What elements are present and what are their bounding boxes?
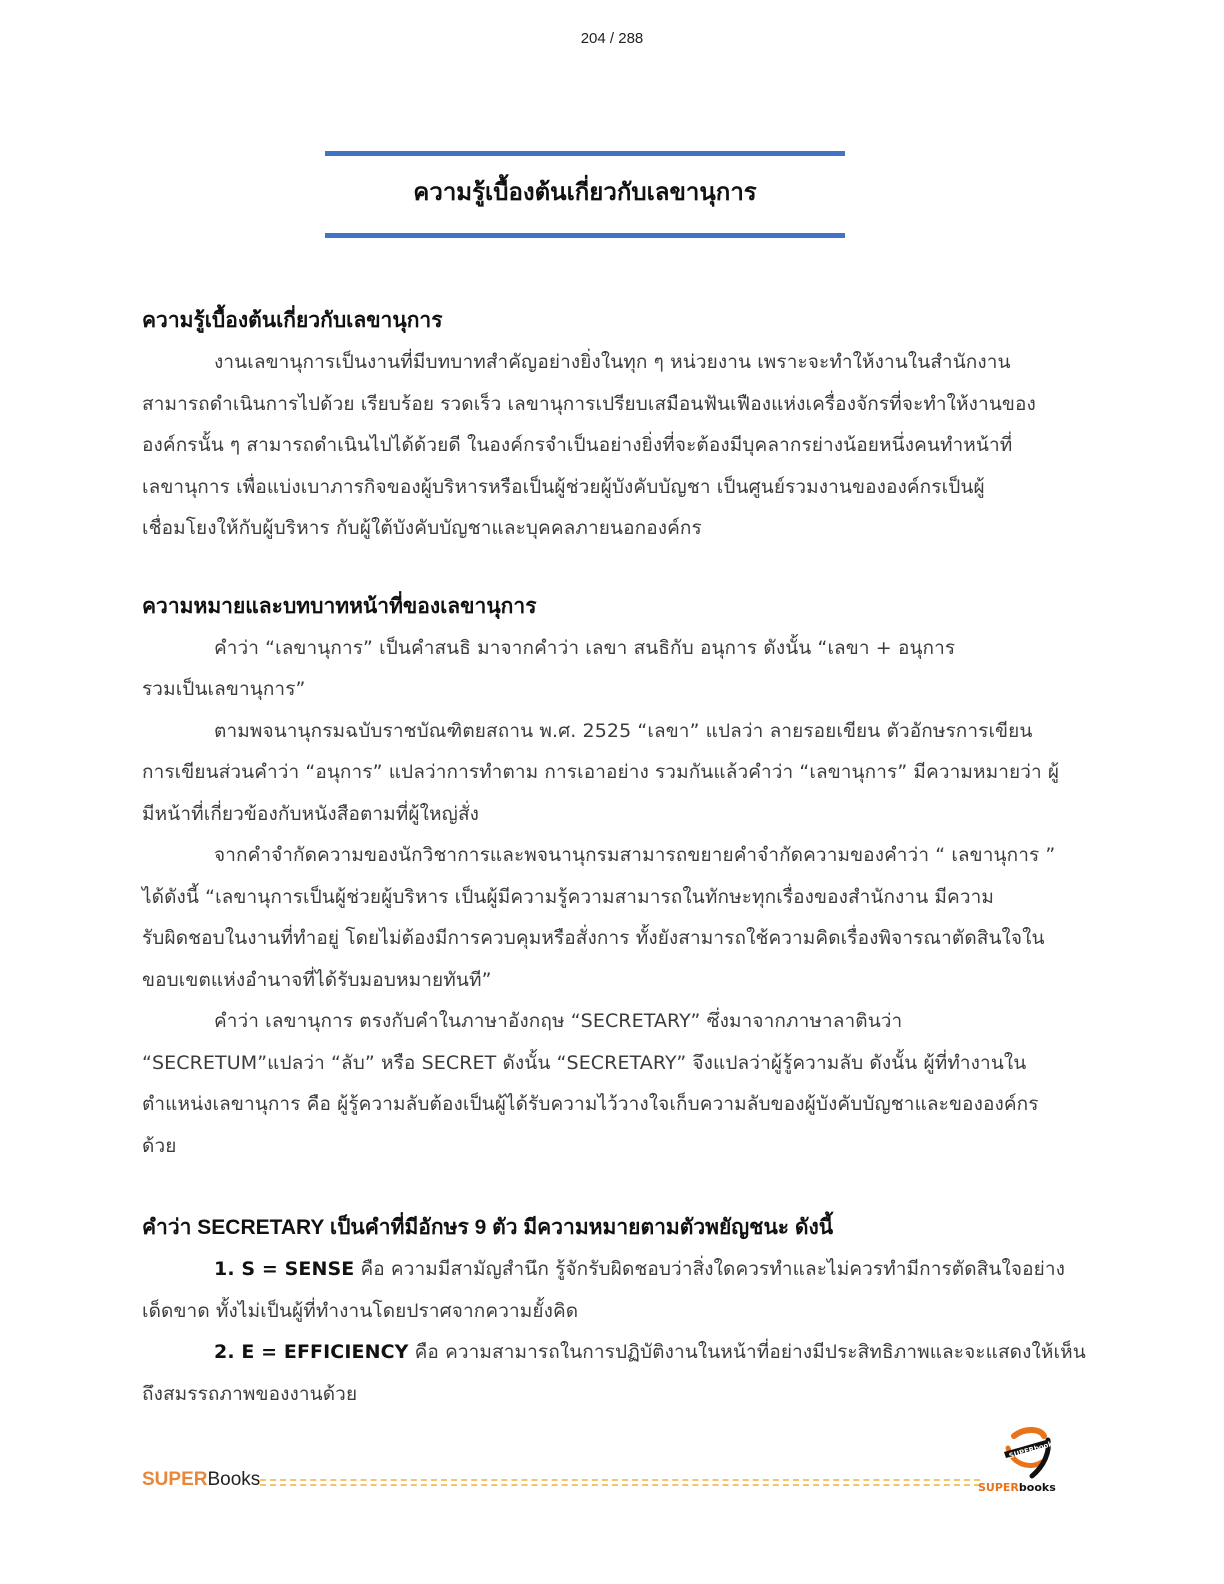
text-line: ตามพจนานุกรมฉบับราชบัณฑิตยสถาน พ.ศ. 2525 “เลขา” แปลว่า ลายรอยเขียน ตัวอักษรการเขียน xyxy=(214,719,1033,742)
paragraph xyxy=(142,342,1077,550)
page-footer xyxy=(142,1438,1062,1496)
list-item xyxy=(142,1332,1086,1415)
superbooks-swoosh-icon xyxy=(978,1422,1062,1482)
page-number: 204 / 288 xyxy=(580,30,644,47)
footer-dashed-rule xyxy=(260,1479,980,1481)
brand-books-text: Books xyxy=(207,1469,261,1490)
text-line: การเขียนส่วนคำว่า “อนุการ” แปลว่าการทำตาม การเอาอย่าง รวมกันแล้วคำว่า “เลขานุการ” มีความหมายว่า ผู้ xyxy=(142,761,1060,783)
spacer xyxy=(142,550,1077,586)
chapter-title: ความรู้เบื้องต้นเกี่ยวกับเลขานุการ xyxy=(413,179,757,206)
brand-super-text: SUPER xyxy=(142,1469,208,1490)
text-line: รวมเป็นเลขานุการ” xyxy=(142,678,306,700)
text-line: มีหน้าที่เกี่ยวข้องกับหนังสือตามที่ผู้ใหญ่สั่ง xyxy=(142,802,480,825)
text-line: เชื่อมโยงให้กับผู้บริหาร กับผู้ใต้บังคับบัญชาและบุคคลภายนอกองค์กร xyxy=(142,517,702,539)
text-line: งานเลขานุการเป็นงานที่มีบทบาทสำคัญอย่างยิ่งในทุก ๆ หน่วยงาน เพราะจะทำให้งานในสำนักงาน xyxy=(214,351,1011,373)
text-line: ขอบเขตแห่งอำนาจที่ได้รับมอบหมายทันที” xyxy=(142,968,492,991)
paragraph xyxy=(142,711,1077,836)
chapter-title-rule-bottom xyxy=(325,233,845,238)
spacer xyxy=(142,1167,1077,1207)
section-heading-secretary-letters: คำว่า SECRETARY เป็นคำที่มีอักษร 9 ตัว มีความหมายตามตัวพยัญชนะ ดังนี้ xyxy=(142,1216,834,1239)
text-line: จากคำจำกัดความของนักวิชาการและพจนานุกรมสามารถขยายคำจำกัดความของคำว่า “ เลขานุการ ” xyxy=(214,844,1056,866)
item-label: 1. S = SENSE xyxy=(214,1258,355,1280)
list-item xyxy=(142,1249,1077,1332)
item-text: คือ ความมีสามัญสำนึก รู้จักรับผิดชอบว่าสิ่งใดควรทำและไม่ควรทำมีการตัดสินใจอย่าง xyxy=(354,1258,1065,1280)
text-line: รับผิดชอบในงานที่ทำอยู่ โดยไม่ต้องมีการควบคุมหรือสั่งการ ทั้งยังสามารถใช้ความคิดเรื่องพิจารณาตัดสินใจใน xyxy=(142,927,1045,949)
text-line: ด้วย xyxy=(142,1134,177,1157)
text-line: คำว่า “เลขานุการ” เป็นคำสนธิ มาจากคำว่า เลขา สนธิกับ อนุการ ดังนั้น “เลขา + อนุการ xyxy=(214,636,956,659)
chapter-title-rule-top xyxy=(325,151,845,156)
text-line xyxy=(142,1249,1077,1291)
text-line: ถึงสมรรถภาพของงานด้วย xyxy=(142,1382,358,1405)
text-line: ตำแหน่งเลขานุการ คือ ผู้รู้ความลับต้องเป็นผู้ได้รับความไว้วางใจเก็บความลับของผู้บังคับบัญชาและขององค์กร xyxy=(142,1093,1039,1115)
text-line: สามารถดำเนินการไปด้วย เรียบร้อย รวดเร็ว เลขานุการเปรียบเสมือนฟันเฟืองแห่งเครื่องจักรที่จะทำให้งานของ xyxy=(142,392,1036,415)
paragraph xyxy=(142,628,1077,711)
superbooks-logo xyxy=(978,1422,1062,1494)
paragraph xyxy=(142,1001,1077,1167)
section-heading-intro: ความรู้เบื้องต้นเกี่ยวกับเลขานุการ xyxy=(142,309,443,332)
logo-super-text: SUPER xyxy=(978,1481,1019,1494)
footer-brand xyxy=(142,1466,260,1494)
text-line: “SECRETUM”แปลว่า “ลับ” หรือ SECRET ดังนั้น “SECRETARY” จึงแปลว่าผู้รู้ความลับ ดังนั้น ผู้ที่ทำงานใน xyxy=(142,1051,1027,1074)
text-line: องค์กรนั้น ๆ สามารถดำเนินไปได้ด้วยดี ในองค์กรจำเป็นอย่างยิ่งที่จะต้องมีบุคลากรย่างน้อยหนึ่งคนทำหน้าที่ xyxy=(142,434,1013,456)
logo-wordmark xyxy=(978,1482,1056,1494)
paragraph xyxy=(142,835,1077,1001)
document-body xyxy=(142,300,1086,1415)
svg-text:SUPERbooks: SUPERbooks xyxy=(1008,1438,1058,1461)
item-label: 2. E = EFFICIENCY xyxy=(214,1341,409,1363)
section-heading-meaning: ความหมายและบทบาทหน้าที่ของเลขานุการ xyxy=(142,594,537,618)
text-line xyxy=(142,1332,1086,1374)
text-line: คำว่า เลขานุการ ตรงกับคำในภาษาอังกฤษ “SECRETARY” ซึ่งมาจากภาษาลาตินว่า xyxy=(214,1010,903,1032)
text-line: ได้ดังนี้ “เลขานุการเป็นผู้ช่วยผู้บริหาร เป็นผู้มีความรู้ความสามารถในทักษะทุกเรื่องของสำนักงาน มีความ xyxy=(142,885,995,908)
text-line: เลขานุการ เพื่อแบ่งเบาภารกิจของผู้บริหารหรือเป็นผู้ช่วยผู้บังคับบัญชา เป็นศูนย์รวมงานขององค์กรเป็นผู้ xyxy=(142,475,985,498)
item-text: คือ ความสามารถในการปฏิบัติงานในหน้าที่อย่างมีประสิทธิภาพและจะแสดงให้เห็น xyxy=(408,1341,1086,1363)
text-line: เด็ดขาด ทั้งไม่เป็นผู้ที่ทำงานโดยปราศจากความยั้งคิด xyxy=(142,1299,579,1322)
logo-books-text: books xyxy=(1018,1481,1056,1494)
